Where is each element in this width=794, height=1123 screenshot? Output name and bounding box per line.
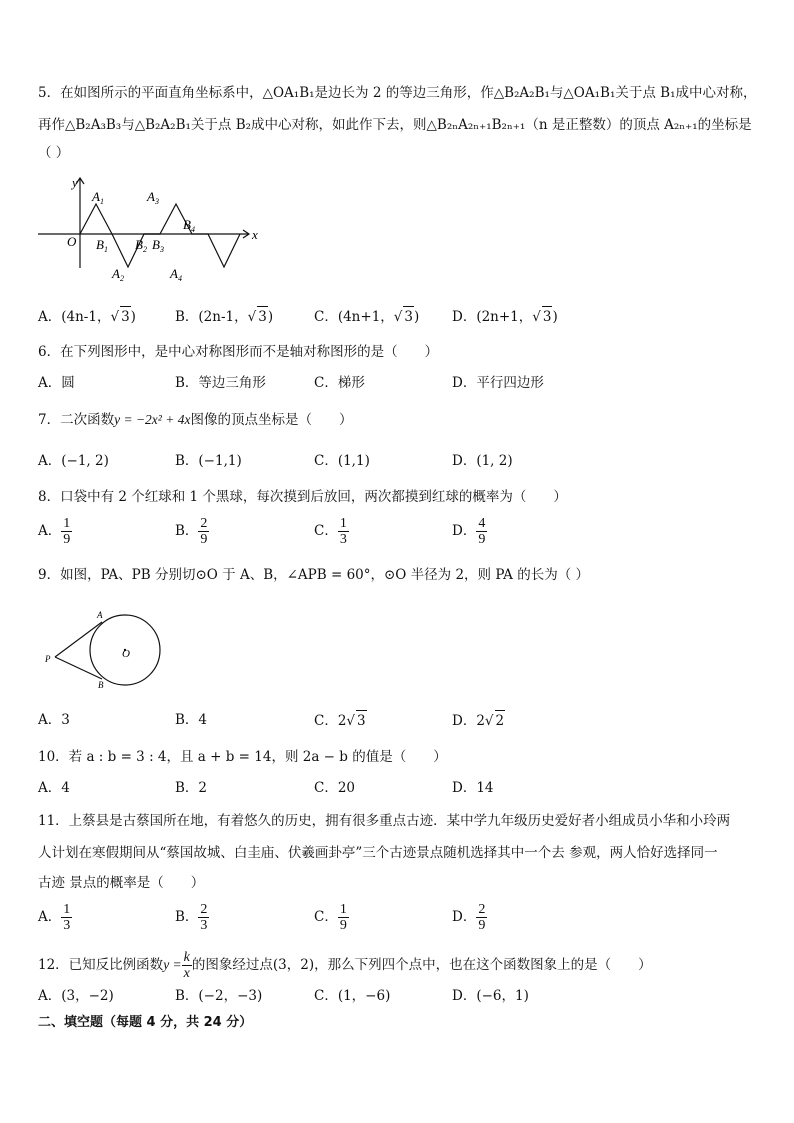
label-b: B: [98, 680, 104, 690]
q11-option-c[interactable]: C． $\frac{1}{9}$: [314, 902, 347, 933]
q10-option-a[interactable]: A．4: [38, 780, 70, 796]
q11-option-b[interactable]: B． $\frac{2}{3}$: [175, 902, 208, 933]
q8-option-a[interactable]: A． $\frac{1}{9}$: [38, 516, 71, 547]
q10-option-c[interactable]: C．20: [314, 780, 356, 796]
q7-option-b[interactable]: B．(−1,1): [175, 453, 242, 469]
q11-stem-line1: 11．上蔡县是古蔡国所在地，有着悠久的历史，拥有很多重点古迹．某中学九年级历史爱好者小组成员小华和小玲两: [38, 813, 731, 829]
q7-stem: 7．二次函数y = −2x² + 4x图像的顶点坐标是（ ）: [38, 412, 353, 428]
q9-option-a[interactable]: A．3: [38, 712, 70, 728]
q9-option-c[interactable]: C．2√ 3: [314, 710, 367, 731]
q5-option-a[interactable]: A．(4n-1，√ 3): [38, 306, 136, 327]
label-o: O: [122, 648, 130, 660]
q11-stem-line2: 人计划在寒假期间从“蔡国故城、白圭庙、伏羲画卦亭”三个古迹景点随机选择其中一个去 参观，两人恰好选择同一: [38, 845, 718, 861]
label-y: y: [72, 175, 78, 190]
zigzag-triangles: [80, 204, 240, 267]
q7-option-a[interactable]: A．(−1, 2): [38, 453, 109, 469]
label-b4: $B_4$: [183, 217, 195, 234]
q8-stem: 8．口袋中有 2 个红球和 1 个黑球，每次摸到后放回，两次都摸到红球的概率为（ ）: [38, 489, 567, 505]
q12-option-c[interactable]: C．(1，−6): [314, 988, 391, 1004]
q6-stem: 6．在下列图形中，是中心对称图形而不是轴对称图形的是（ ）: [38, 344, 439, 360]
tangent-pa: [55, 622, 102, 657]
q9-option-d[interactable]: D．2√ 2: [452, 710, 505, 731]
label-b2: $B_2$: [135, 237, 147, 254]
q11-stem-line3: 古迹 景点的概率是（ ）: [38, 875, 205, 891]
q7-formula: y = −2x² + 4x: [114, 412, 191, 427]
label-x: x: [252, 227, 258, 242]
label-a3: $A_3$: [147, 189, 159, 206]
q11-option-a[interactable]: A． $\frac{1}{3}$: [38, 902, 71, 933]
label-a1: $A_1$: [92, 189, 104, 206]
q6-option-a[interactable]: A．圆: [38, 375, 75, 391]
label-a2: $A_2$: [112, 266, 124, 283]
q7-option-d[interactable]: D．(1, 2): [452, 453, 513, 469]
q6-option-d[interactable]: D．平行四边形: [452, 375, 544, 391]
q5-zigzag-figure: [34, 170, 274, 285]
q7-option-c[interactable]: C．(1,1): [314, 453, 370, 469]
q6-option-c[interactable]: C．梯形: [314, 375, 365, 391]
q12-option-a[interactable]: A．(3，−2): [38, 988, 114, 1004]
q5-stem-line1: 5．在如图所示的平面直角坐标系中，△OA₁B₁是边长为 2 的等边三角形，作△B₂A₂B₁与△OA₁B₁关于点 B₁成中心对称，: [38, 85, 757, 101]
q8-option-d[interactable]: D． $\frac{4}{9}$: [452, 516, 486, 547]
q12-stem: 12．已知反比例函数y = $\frac{k}{x}$ 的图象经过点(3，2)，那么下列四个点中，也在这个函数图象上的是（ ）: [38, 950, 652, 981]
q8-option-c[interactable]: C． $\frac{1}{3}$: [314, 516, 347, 547]
q5-option-c[interactable]: C．(4n+1，√ 3): [314, 306, 419, 327]
q10-option-d[interactable]: D．14: [452, 780, 494, 796]
q5-option-b[interactable]: B．(2n-1，√ 3): [175, 306, 273, 327]
q8-option-b[interactable]: B． $\frac{2}{9}$: [175, 516, 208, 547]
q12-option-d[interactable]: D．(−6，1): [452, 988, 529, 1004]
q11-option-d[interactable]: D． $\frac{2}{9}$: [452, 902, 486, 933]
q10-stem: 10．若 a : b = 3 : 4，且 a + b = 14，则 2a − b 的值是（ ）: [38, 749, 447, 765]
label-a: A: [97, 610, 103, 620]
q10-option-b[interactable]: B．2: [175, 780, 208, 796]
q9-stem: 9．如图，PA、PB 分别切⊙O 于 A、B，∠APB = 60°，⊙O 半径为 2，则 PA 的长为（ ）: [38, 567, 590, 583]
label-b3: $B_3$: [152, 237, 164, 254]
q12-option-b[interactable]: B．(−2，−3): [175, 988, 263, 1004]
q5-stem-line3: （ ）: [38, 145, 70, 161]
label-p: P: [45, 654, 51, 664]
label-o: O: [67, 234, 77, 249]
label-b1: $B_1$: [96, 237, 108, 254]
q5-stem-line2: 再作△B₂A₃B₃与△B₂A₂B₁关于点 B₂成中心对称，如此作下去，则△B₂ₙA₂ₙ₊₁B₂ₙ₊₁（n 是正整数）的顶点 A₂ₙ₊₁的坐标是: [38, 117, 752, 133]
q5-option-d[interactable]: D．(2n+1，√ 3): [452, 306, 558, 327]
q6-option-b[interactable]: B．等边三角形: [175, 375, 266, 391]
q9-option-b[interactable]: B．4: [175, 712, 208, 728]
label-a4: $A_4$: [170, 266, 182, 283]
section-2-heading: 二、填空题（每题 4 分，共 24 分）: [38, 1015, 253, 1030]
q9-tangent-figure: [40, 606, 170, 694]
